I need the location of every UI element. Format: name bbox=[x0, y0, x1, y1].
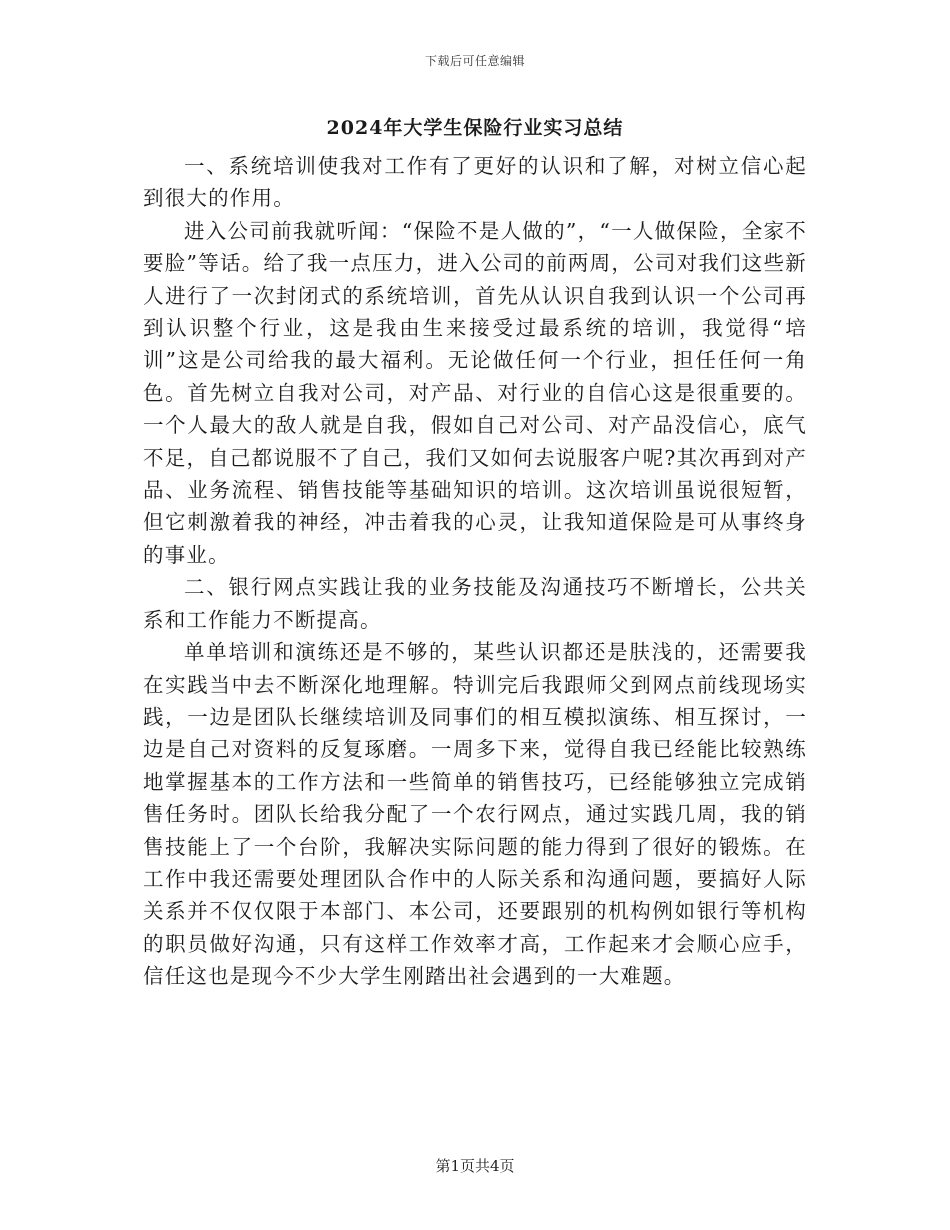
section-heading-1: 一、系统培训使我对工作有了更好的认识和了解，对树立信心起到很大的作用。 bbox=[143, 154, 807, 211]
body-paragraph: 进入公司前我就听闻：“保险不是人做的”，“一人做保险，全家不要脸”等话。给了我一点压力，进入公司的前两周，公司对我们这些新人进行了一次封闭式的系统培训，首先从认识自我到认识一个公司再到认识整个行业，这是我由生来接受过最系统的培训，我觉得“培训”这是公司给我的最大福利。无论做任何一个行业，担任任何一角色。首先树立自我对公司，对产品、对行业的自信心这是很重要的。一个人最大的敌人就是自我，假如自己对公司、对产品没信心，底气不足，自己都说服不了自己，我们又如何去说服客户呢?其次再到对产品、业务流程、销售技能等基础知识的培训。这次培训虽说很短暂，但它刺激着我的神经，冲击着我的心灵，让我知道保险是可从事终身的事业。 bbox=[143, 218, 807, 567]
document-body bbox=[143, 150, 807, 993]
page-header-note: 下载后可任意编辑 bbox=[424, 54, 525, 68]
body-paragraph: 单单培训和演练还是不够的，某些认识都还是肤浅的，还需要我在实践当中去不断深化地理解。特训完后我跟师父到网点前线现场实践，一边是团队长继续培训及同事们的相互模拟演练、相互探讨，一边是自己对资料的反复琢磨。一周多下来，觉得自我已经能比较熟练地掌握基本的工作方法和一些简单的销售技巧，已经能够独立完成销售任务时。团队长给我分配了一个农行网点，通过实践几周，我的销售技能上了一个台阶，我解决实际问题的能力得到了很好的锻炼。在工作中我还需要处理团队合作中的人际关系和沟通问题，要搞好人际关系并不仅仅限于本部门、本公司，还要跟别的机构例如银行等机构的职员做好沟通，只有这样工作效率才高，工作起来才会顺心应手，信任这也是现今不少大学生刚踏出社会遇到的一大难题。 bbox=[143, 640, 807, 989]
page-number-footer: 第1页共4页 bbox=[435, 1157, 515, 1175]
section-heading-2: 二、银行网点实践让我的业务技能及沟通技巧不断增长，公共关系和工作能力不断提高。 bbox=[143, 575, 807, 632]
document-title: 2024年大学生保险行业实习总结 bbox=[326, 117, 624, 139]
